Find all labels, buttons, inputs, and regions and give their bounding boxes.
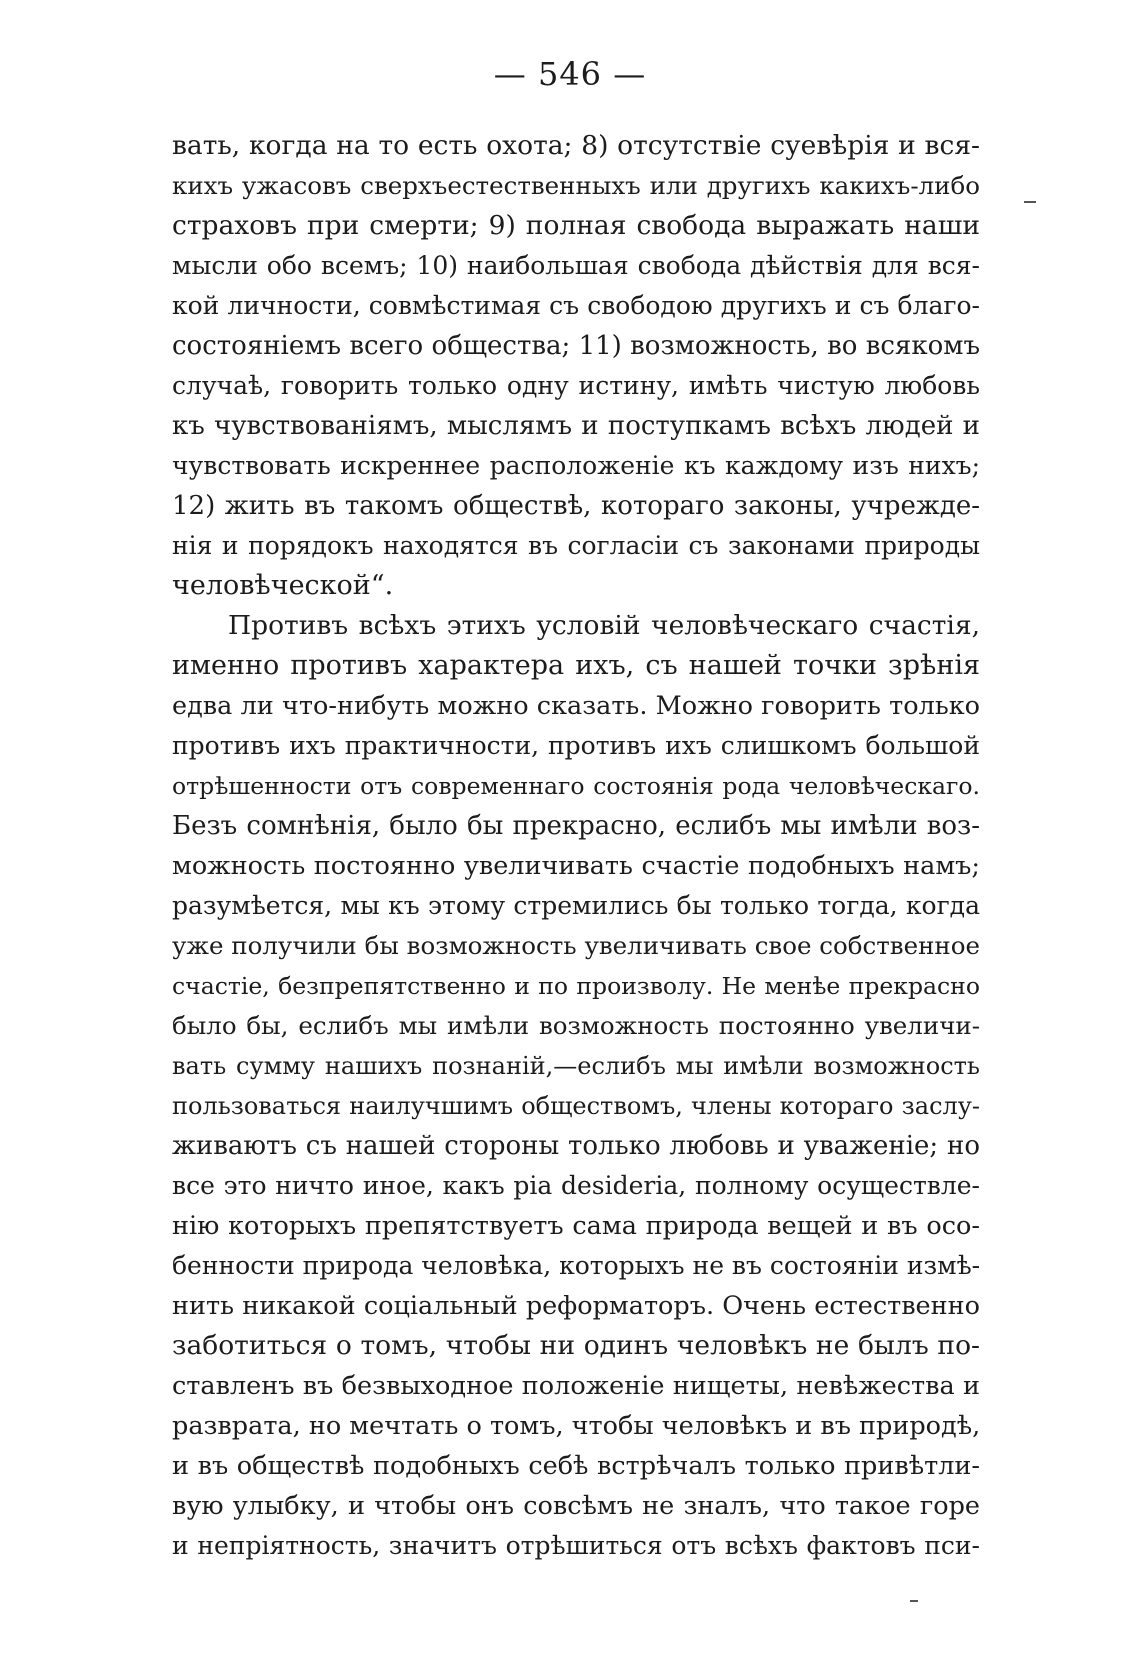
text-line: заботиться о томъ, чтобы ни одинъ человѣкъ не былъ по- [172,1330,980,1361]
paragraph-end-line: человѣческой“. [172,570,394,601]
text-line: къ чувствованіямъ, мыслямъ и поступкамъ всѣхъ людей и [172,411,980,441]
text-line: случаѣ, говорить только одну истину, имѣть чистую любовь [172,371,980,400]
text-line: вать сумму нашихъ познаній,—еслибъ мы имѣли возможность [172,1052,980,1080]
text-line: и непріятность, значитъ отрѣшиться отъ всѣхъ фактовъ пси- [172,1531,980,1560]
text-line: нія и порядокъ находятся въ согласіи съ законами природы [172,531,980,560]
text-line: было бы, еслибъ мы имѣли возможность постоянно увеличи- [172,1011,980,1040]
text-line: счастіе, безпрепятственно и по произволу. Не менѣе прекрасно [172,972,980,1000]
text-line: бенности природа человѣка, которыхъ не въ состояніи измѣ- [172,1251,980,1280]
text-line: вую улыбку, и чтобы онъ совсѣмъ не зналъ, что такое горе [172,1491,980,1521]
text-line: пользоваться наилучшимъ обществомъ, члены котораго заслу- [172,1092,980,1120]
text-line: мысли обо всемъ; 10) наибольшая свобода дѣйствія для вся- [172,251,980,280]
text-line: уже получили бы возможность увеличивать свое собственное [172,931,980,960]
text-line: 12) жить въ такомъ обществѣ, котораго законы, учрежде- [172,491,980,521]
paragraph-start-line: Противъ всѣхъ этихъ условій человѣческаго счастія, [228,610,980,641]
text-line: противъ ихъ практичности, противъ ихъ слишкомъ большой [172,731,980,760]
text-line: едва ли что-нибуть можно сказать. Можно говорить только [172,691,980,721]
margin-speck [1024,201,1036,203]
text-line: ставленъ въ безвыходное положеніе нищеты, невѣжества и [172,1371,980,1401]
text-line: можность постоянно увеличивать счастіе подобныхъ намъ; [172,851,980,881]
text-line: нить никакой соціальный реформаторъ. Очень естественно [172,1291,980,1321]
text-line: вать, когда на то есть охота; 8) отсутствіе суевѣрія и вся- [172,130,980,161]
text-line: чувствовать искреннее расположеніе къ каждому изъ нихъ; [172,451,980,480]
text-line: кихъ ужасовъ сверхъестественныхъ или другихъ какихъ-либо [172,171,980,200]
text-line: именно противъ характера ихъ, съ нашей точки зрѣнія [172,650,980,681]
text-line: живаютъ съ нашей стороны только любовь и уваженіе; но [172,1131,980,1161]
text-line: кой личности, совмѣстимая съ свободою другихъ и съ благо- [172,291,980,320]
text-line: нію которыхъ препятствуетъ сама природа вещей и въ осо- [172,1211,980,1241]
text-line: отрѣшенности отъ современнаго состоянія рода человѣческаго. [172,772,980,800]
text-line: и въ обществѣ подобныхъ себѣ встрѣчалъ только привѣтли- [172,1451,980,1481]
text-line: разврата, но мечтать о томъ, чтобы человѣкъ и въ природѣ, [172,1411,980,1441]
page-number: — 546 — [493,55,647,93]
margin-speck [910,1600,918,1602]
text-line: все это ничто иное, какъ pia desideria, полному осуществле- [172,1171,980,1200]
text-line: состояніемъ всего общества; 11) возможность, во всякомъ [172,331,980,361]
text-line: страховъ при смерти; 9) полная свобода выражать наши [172,210,980,241]
body-text [172,126,980,1566]
text-line: Безъ сомнѣнія, было бы прекрасно, еслибъ мы имѣли воз- [172,811,980,841]
text-line: разумѣется, мы къ этому стремились бы только тогда, когда [172,891,980,920]
